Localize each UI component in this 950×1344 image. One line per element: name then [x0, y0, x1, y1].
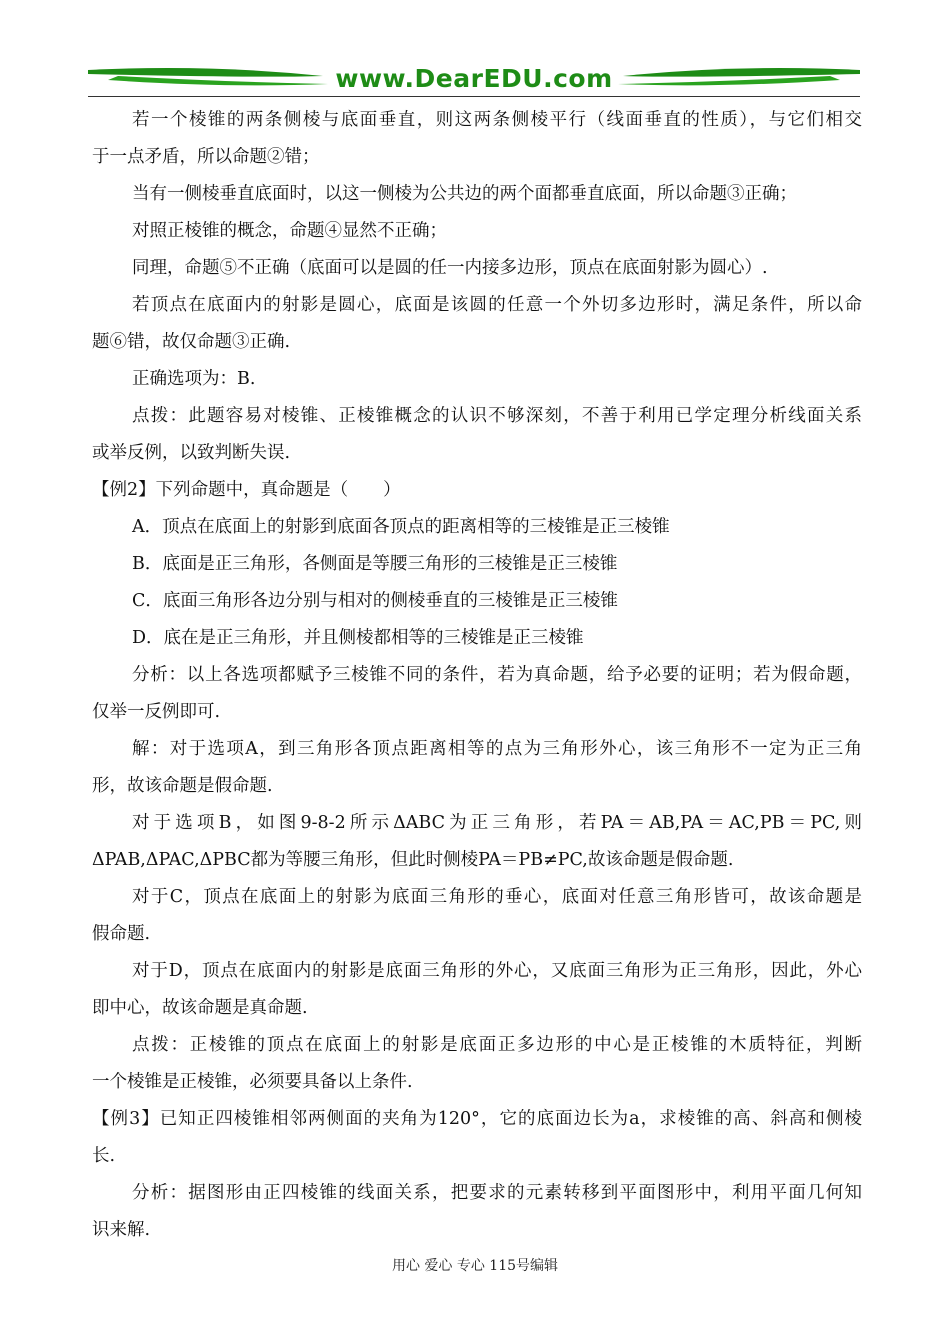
text-line: 点拨：正棱锥的顶点在底面上的射影是底面正多边形的中心是正棱锥的木质特征，判断	[132, 1035, 862, 1055]
text-line: 长.	[92, 1146, 116, 1166]
text-line: 对于选项B，如图9-8-2所示ΔABC为正三角形，若PA＝AB,PA＝AC,PB＝PC,则	[132, 813, 862, 833]
option-d: D．底在是正三角形，并且侧棱都相等的三棱锥是正三棱锥	[132, 628, 584, 648]
text-line: 若一个棱锥的两条侧棱与底面垂直，则这两条侧棱平行（线面垂直的性质），与它们相交	[132, 110, 862, 130]
text-line: 仅举一反例即可.	[92, 702, 221, 722]
document-body	[92, 102, 862, 1249]
text-line: 解：对于选项A，到三角形各顶点距离相等的点为三角形外心，该三角形不一定为正三角	[132, 739, 862, 759]
page-footer: 用心 爱心 专心 115号编辑	[391, 1258, 559, 1274]
text-line: 若顶点在底面内的射影是圆心，底面是该圆的任意一个外切多边形时，满足条件，所以命	[132, 295, 862, 315]
text-line: 识来解.	[92, 1220, 151, 1240]
text-line: 形，故该命题是假命题.	[92, 776, 273, 796]
text-line: 于一点矛盾，所以命题②错；	[92, 147, 320, 167]
text-line: 对于D，顶点在底面内的射影是底面三角形的外心，又底面三角形为正三角形，因此，外心	[132, 961, 862, 981]
text-line: 题⑥错，故仅命题③正确.	[92, 332, 291, 352]
text-line: 当有一侧棱垂直底面时，以这一侧棱为公共边的两个面都垂直底面，所以命题③正确；	[132, 184, 797, 204]
text-line: 对于C，顶点在底面上的射影为底面三角形的垂心，底面对任意三角形皆可，故该命题是	[132, 887, 862, 907]
example-heading: 【例2】下列命题中，真命题是（ ）	[92, 480, 401, 500]
site-url[interactable]: www.DearEDU.com	[335, 64, 613, 93]
text-line: 分析：以上各选项都赋予三棱锥不同的条件，若为真命题，给予必要的证明；若为假命题，	[132, 665, 862, 685]
text-line: 一个棱锥是正棱锥，必须要具备以上条件.	[92, 1072, 413, 1092]
example-heading: 【例3】已知正四棱锥相邻两侧面的夹角为120°，它的底面边长为a，求棱锥的高、斜高和侧棱	[92, 1109, 862, 1129]
option-a: A．顶点在底面上的射影到底面各顶点的距离相等的三棱锥是正三棱锥	[132, 517, 670, 537]
text-line: 正确选项为：B.	[132, 369, 256, 389]
option-b: B．底面是正三角形，各侧面是等腰三角形的三棱锥是正三棱锥	[132, 554, 618, 574]
text-line: 同理，命题⑤不正确（底面可以是圆的任一内接多边形，顶点在底面射影为圆心）.	[132, 258, 768, 278]
text-line: 对照正棱锥的概念，命题④显然不正确；	[132, 221, 447, 241]
header-rule	[88, 96, 860, 97]
text-line: 即中心，故该命题是真命题.	[92, 998, 308, 1018]
option-c: C．底面三角形各边分别与相对的侧棱垂直的三棱锥是正三棱锥	[132, 591, 618, 611]
page-header	[88, 62, 860, 98]
text-line: 假命题.	[92, 924, 151, 944]
text-line: ΔPAB,ΔPAC,ΔPBC都为等腰三角形，但此时侧棱PA＝PB≠PC,故该命题是假命题.	[92, 850, 734, 870]
text-line: 或举反例，以致判断失误.	[92, 443, 291, 463]
text-line: 点拨：此题容易对棱锥、正棱锥概念的认识不够深刻，不善于利用已学定理分析线面关系	[132, 406, 862, 426]
text-line: 分析：据图形由正四棱锥的线面关系，把要求的元素转移到平面图形中，利用平面几何知	[132, 1183, 862, 1203]
